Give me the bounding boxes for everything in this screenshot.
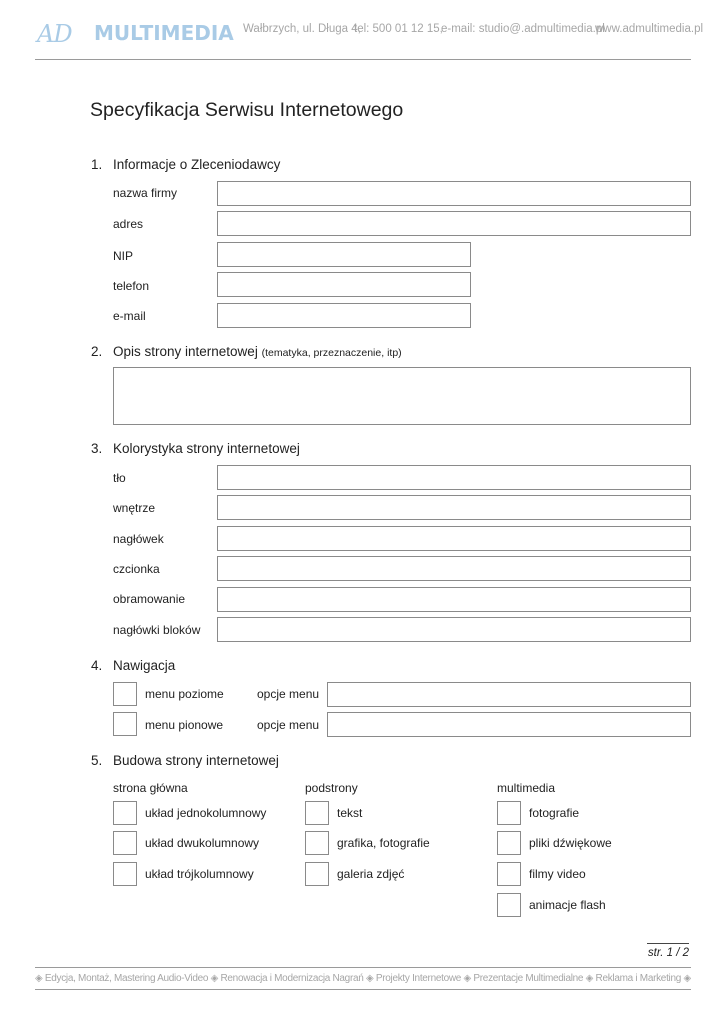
email-field[interactable]	[217, 303, 471, 328]
header-website[interactable]: www.admultimedia.pl	[595, 23, 704, 35]
column-heading-subpages: podstrony	[305, 781, 358, 795]
label-two-column-layout: układ dwukolumnowy	[145, 836, 260, 850]
section-4-number: 4.	[91, 658, 103, 673]
one-column-layout-checkbox[interactable]	[113, 801, 137, 825]
section-4-title: Nawigacja	[113, 658, 176, 673]
header-phone: tel: 500 01 12 15,	[354, 23, 443, 35]
diamond-icon: ◈	[683, 973, 691, 984]
footer-divider-bottom	[35, 989, 691, 990]
nip-field[interactable]	[217, 242, 471, 267]
phone-field[interactable]	[217, 272, 471, 297]
two-column-layout-checkbox[interactable]	[113, 831, 137, 855]
section-1-number: 1.	[91, 157, 103, 172]
label-font-color: czcionka	[113, 562, 160, 576]
header-divider	[35, 59, 691, 60]
section-5-title: Budowa strony internetowej	[113, 753, 279, 768]
section-3-number: 3.	[91, 441, 103, 456]
footer-services	[35, 973, 691, 984]
section-1-title: Informacje o Zleceniodawcy	[113, 157, 281, 172]
text-checkbox[interactable]	[305, 801, 329, 825]
block-headers-color-field[interactable]	[217, 617, 691, 642]
site-description-textarea[interactable]	[113, 367, 691, 425]
header-color-field[interactable]	[217, 526, 691, 551]
label-one-column-layout: układ jednokolumnowy	[145, 806, 267, 820]
footer-item: Edycja, Montaż, Mastering Audio-Video	[44, 973, 209, 984]
diamond-icon: ◈	[35, 973, 43, 984]
section-2-heading	[91, 344, 402, 359]
photo-gallery-checkbox[interactable]	[305, 862, 329, 886]
label-border-color: obramowanie	[113, 592, 186, 606]
section-3-title: Kolorystyka strony internetowej	[113, 441, 300, 456]
logo-mark: AD	[37, 20, 72, 48]
page-number: str. 1 / 2	[647, 947, 689, 959]
label-horizontal-menu-options: opcje menu	[257, 687, 320, 701]
label-email: e-mail	[113, 309, 146, 323]
diamond-icon: ◈	[366, 973, 374, 984]
label-graphics-photos: grafika, fotografie	[337, 836, 430, 850]
three-column-layout-checkbox[interactable]	[113, 862, 137, 886]
label-block-headers: nagłówki bloków	[113, 623, 201, 637]
footer-item: Projekty Internetowe	[375, 973, 462, 984]
footer-item: Reklama i Marketing	[595, 973, 681, 984]
footer-item: Prezentacje Multimedialne	[473, 973, 584, 984]
page-title: Specyfikacja Serwisu Internetowego	[90, 99, 404, 121]
section-1-heading	[91, 157, 280, 172]
label-text: tekst	[337, 806, 363, 820]
video-files-checkbox[interactable]	[497, 862, 521, 886]
horizontal-menu-checkbox[interactable]	[113, 682, 137, 706]
graphics-photos-checkbox[interactable]	[305, 831, 329, 855]
section-2-number: 2.	[91, 344, 103, 359]
label-photos: fotografie	[529, 806, 580, 820]
header-address: Wałbrzych, ul. Długa 4,	[243, 23, 361, 35]
section-4-heading	[91, 658, 175, 673]
label-three-column-layout: układ trójkolumnowy	[145, 867, 254, 881]
company-name-field[interactable]	[217, 181, 691, 206]
label-company-name: nazwa firmy	[113, 186, 178, 200]
footer-divider-top	[35, 967, 691, 968]
label-address: adres	[113, 217, 144, 231]
address-field[interactable]	[217, 211, 691, 236]
flash-animations-checkbox[interactable]	[497, 893, 521, 917]
diamond-icon: ◈	[210, 973, 219, 984]
label-flash-animations: animacje flash	[529, 898, 606, 912]
footer-item: Renowacja i Modernizacja Nagrań	[220, 973, 364, 984]
column-heading-homepage: strona główna	[113, 781, 188, 795]
label-interior: wnętrze	[113, 501, 156, 515]
horizontal-menu-options-field[interactable]	[327, 682, 691, 707]
background-color-field[interactable]	[217, 465, 691, 490]
header-email[interactable]: e-mail: studio@.admultimedia.pl	[441, 23, 605, 35]
label-vertical-menu-options: opcje menu	[257, 718, 320, 732]
audio-files-checkbox[interactable]	[497, 831, 521, 855]
label-nip: NIP	[113, 249, 134, 263]
label-audio-files: pliki dźwiękowe	[529, 836, 612, 850]
label-phone: telefon	[113, 279, 150, 293]
diamond-icon: ◈	[463, 973, 471, 984]
page-number-rule	[647, 943, 689, 944]
label-photo-gallery: galeria zdjęć	[337, 867, 405, 881]
section-2-hint: (tematyka, przeznaczenie, itp)	[261, 347, 402, 359]
label-vertical-menu: menu pionowe	[145, 718, 224, 732]
logo-text: MULTIMEDIA	[94, 21, 234, 45]
section-3-heading	[91, 441, 300, 456]
section-2-title: Opis strony internetowej	[113, 344, 258, 359]
label-header-color: nagłówek	[113, 532, 164, 546]
vertical-menu-options-field[interactable]	[327, 712, 691, 737]
photos-checkbox[interactable]	[497, 801, 521, 825]
section-5-heading	[91, 753, 279, 768]
logo	[37, 18, 237, 48]
label-background: tło	[113, 471, 126, 485]
vertical-menu-checkbox[interactable]	[113, 712, 137, 736]
label-video-files: filmy video	[529, 867, 586, 881]
border-color-field[interactable]	[217, 587, 691, 612]
column-heading-multimedia: multimedia	[497, 781, 556, 795]
font-color-field[interactable]	[217, 556, 691, 581]
label-horizontal-menu: menu poziome	[145, 687, 224, 701]
section-5-number: 5.	[91, 753, 103, 768]
diamond-icon: ◈	[585, 973, 594, 984]
interior-color-field[interactable]	[217, 495, 691, 520]
